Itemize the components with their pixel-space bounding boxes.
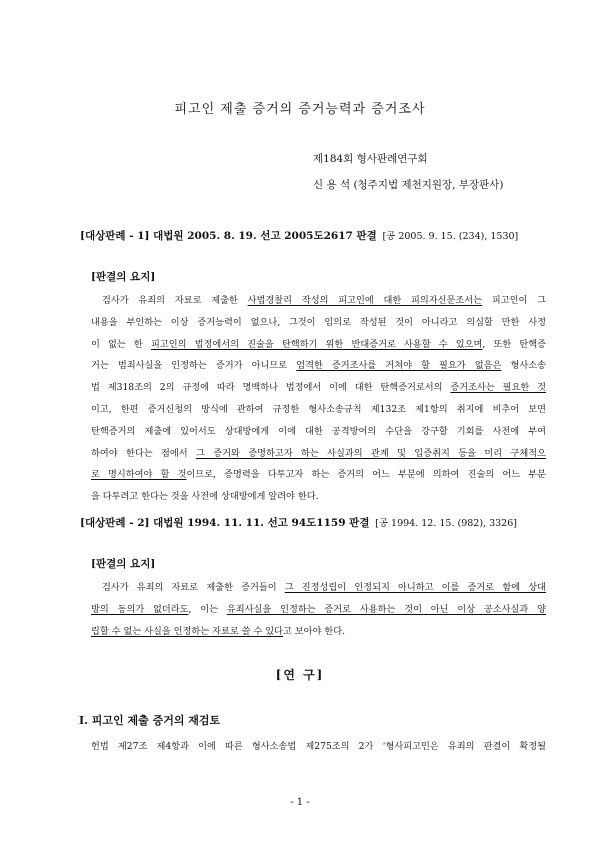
summary-line — [91, 577, 546, 599]
underlined-text: 그 증거와 증명하고자 하는 사실과의 관계 및 입증취지 등을 미리 구체적으 — [196, 447, 546, 459]
summary-line — [91, 377, 546, 399]
part1-heading: I. 피고인 제출 증거의 재검토 — [79, 714, 221, 727]
case1-summary-heading: [판결의 요지] — [91, 271, 156, 283]
case1-title: [대상판례 - 1] 대법원 2005. 8. 19. 선고 2005도2617 판결 — [80, 230, 377, 242]
summary-line — [91, 464, 546, 486]
summary-line — [91, 334, 546, 356]
case2-title: [대상판례 - 2] 대법원 1994. 11. 11. 선고 94도1159 판결 — [80, 517, 370, 529]
text-segment: 을 다투려고 한다는 것을 사전에 상대방에게 알려야 한다. — [91, 491, 319, 503]
text-segment: 피고인이 그 — [482, 295, 547, 306]
text-segment: 검사가 유죄의 자료로 제출한 — [102, 295, 248, 306]
text-segment: 탄핵증거의 제출에 있어서도 상대방에게 이에 대한 공격방어의 수단을 강구할 기회를 사전에 부여 — [91, 425, 546, 437]
text-segment: 법 제318조의 2의 규정에 따라 명백하나 법정에서 이에 대한 탄핵증거로서의 — [91, 382, 451, 394]
text-segment: 내용을 부인하는 이상 증거능력이 없으나, 그것이 임의로 작성된 것이 아니라고 의심할 만한 사정 — [91, 316, 546, 328]
page-number: - 1 - — [290, 797, 310, 808]
summary-line — [91, 355, 546, 377]
summary-line — [91, 290, 546, 312]
text-segment: 이 없는 한 — [91, 338, 151, 350]
case2-summary-heading: [판결의 요지] — [91, 558, 156, 570]
summary-line — [91, 599, 546, 621]
underlined-text: 방의 동의가 없더라도 — [91, 603, 189, 615]
text-segment: 이므로, 증명력을 다투고자 하는 증거의 어느 부분에 의하여 진술의 어느 부분 — [186, 469, 546, 481]
summary-line — [91, 399, 546, 421]
summary-line — [91, 621, 546, 643]
meeting-name: 제184회 형사판례연구회 — [313, 153, 428, 165]
research-heading: [연 구] — [275, 668, 325, 682]
underlined-text: 증거조사는 필요한 것 — [450, 382, 546, 394]
case1-summary — [91, 290, 546, 508]
case1-heading — [80, 228, 518, 243]
underlined-text: 그 진정성립이 인정되지 아니하고 이를 증거로 함에 상대 — [284, 582, 546, 593]
author-line: 신 용 석 (청주지법 제천지원장, 부장판사) — [313, 179, 504, 191]
text-segment: 이고, 한편 증거신청의 방식에 관하여 규정한 형사소송규칙 제132조 제1항의 취지에 비추어 보면 — [91, 403, 546, 415]
underlined-text: 사법경찰리 작성의 피고인에 대한 피의자신문조서는 — [247, 295, 483, 306]
text-segment: 형사소송 — [501, 360, 546, 372]
case2-summary — [91, 577, 546, 642]
underlined-text: 립할 수 없는 사실을 인정하는 자료로 쓸 수 있다 — [91, 625, 283, 637]
document-title: 피고인 제출 증거의 증거능력과 증거조사 — [174, 102, 426, 117]
underlined-text: 엄격한 증거조사를 거쳐야 할 필요가 없음은 — [296, 360, 502, 372]
text-segment: 고 보아야 한다. — [283, 625, 346, 637]
text-segment: 거는 범죄사실을 인정하는 증거가 아니므로 — [91, 360, 297, 372]
part1-body-line: 헌법 제27조 제4항과 이에 따른 형사소송법 제275조의 2가 ‘형사피고인은 유죄의 판결이 확정될 — [91, 741, 546, 752]
text-segment: 검사가 유죄의 자료로 제출한 증거들이 — [102, 582, 285, 593]
text-segment: , 또한 탄핵증 — [482, 338, 546, 350]
summary-line — [91, 486, 546, 508]
underlined-text: 유죄사실을 인정하는 증거로 사용하는 것이 아닌 이상 공소사실과 양 — [226, 603, 547, 615]
underlined-text: 로 명시하여야 할 것 — [91, 469, 187, 481]
summary-line — [91, 421, 546, 443]
text-segment: , 이는 — [188, 603, 227, 615]
case2-publication: [공 1994. 12. 15. (982), 3326] — [375, 518, 517, 529]
case1-publication: [공 2005. 9. 15. (234), 1530] — [382, 231, 519, 242]
case2-heading — [80, 515, 517, 530]
summary-line — [91, 443, 546, 465]
text-segment: 하여야 한다는 점에서 — [91, 447, 196, 459]
summary-line — [91, 312, 546, 334]
underlined-text: 피고인의 법정에서의 진술을 탄핵하기 위한 반대증거로 사용할 수 있으며 — [150, 338, 483, 350]
